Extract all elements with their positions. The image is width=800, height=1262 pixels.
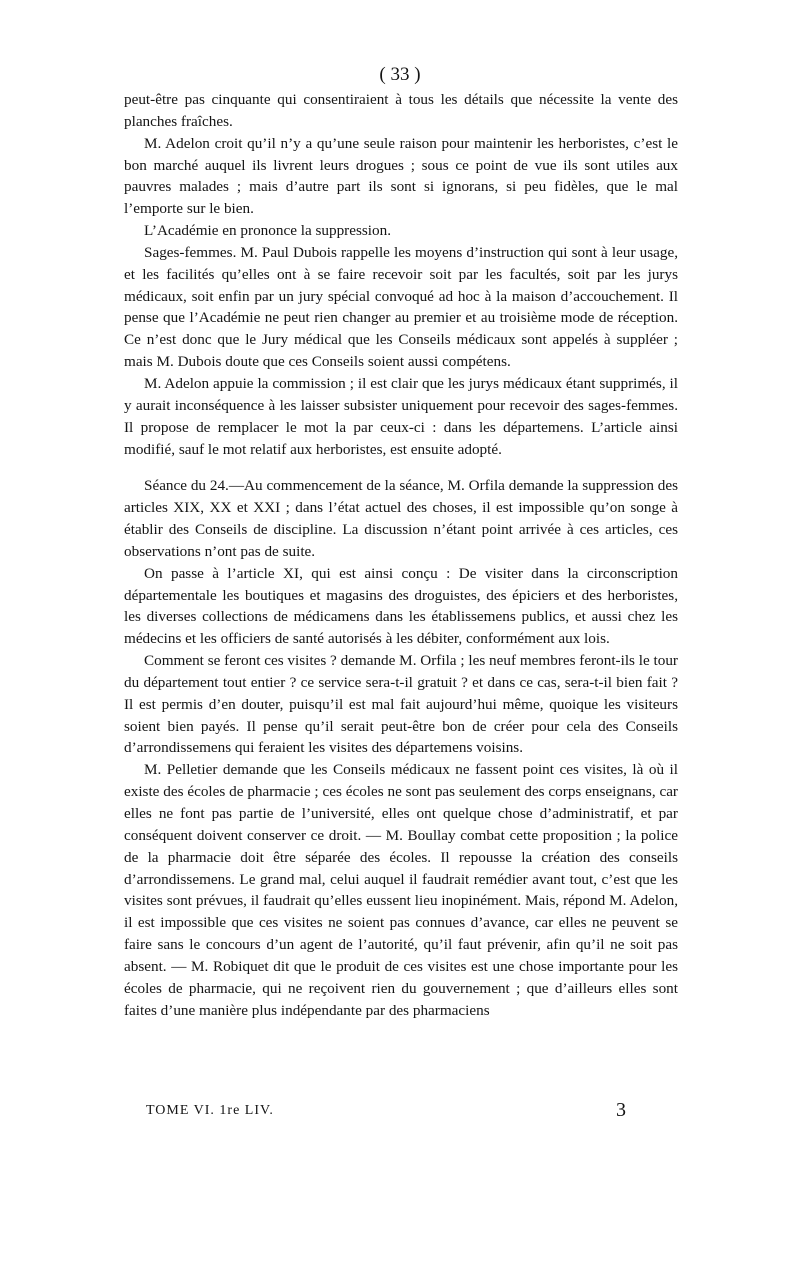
paragraph: M. Adelon croit qu’il n’y a qu’une seule raison pour maintenir les herboristes, c’est le bon marché auquel ils livrent leurs drogues ; sous ce point de vue ils sont utiles aux pauvres malades ; mais d’autre part ils sont si ignorans, si peu fidèles, que le mal l’emporte sur le bien. bbox=[124, 134, 678, 218]
gathering-number: 3 bbox=[616, 1099, 626, 1121]
body-text bbox=[124, 89, 678, 1021]
signature-mark: TOME VI. 1re LIV. bbox=[146, 1103, 274, 1118]
paragraph: L’Académie en prononce la suppression. bbox=[144, 222, 392, 240]
paragraph: On passe à l’article XI, qui est ainsi conçu : De visiter dans la circonscription départementale les boutiques et magasins des droguistes, des épiciers et des herboristes, les diverses collections de médicamens dans les établissemens publics, et aussi chez les médecins et les officiers de santé autorisés à les débiter, conformément aux lois. bbox=[124, 564, 678, 648]
paragraph: peut-être pas cinquante qui consentiraient à tous les détails que nécessite la vente des planches fraîches. bbox=[124, 91, 678, 130]
paragraph: M. Adelon appuie la commission ; il est clair que les jurys médicaux étant supprimés, il y aurait inconséquence à les laisser subsister uniquement pour recevoir des sages-femmes. Il propose de remplacer le mot la par ceux-ci : dans les départemens. L’article ainsi modifié, sauf le mot relatif aux herboristes, est ensuite adopté. bbox=[124, 374, 678, 458]
page-number: ( 33 ) bbox=[379, 64, 421, 85]
paragraph: Comment se feront ces visites ? demande M. Orfila ; les neuf membres feront-ils le tour du département tout entier ? ce service sera-t-il gratuit ? et dans ce cas, sera-t-il bien fait ? Il est permis d’en douter, puisqu’il est mal fait aujourd’hui même, quoique les visiteurs soient bien payés. Il pense qu’il serait peut-être bon de créer pour cela des Conseils d’arrondissemens qui feraient les visites des départemens voisins. bbox=[124, 652, 678, 757]
paragraph: Sages-femmes. M. Paul Dubois rappelle les moyens d’instruction qui sont à leur usage, et les facilités qu’elles ont à se faire recevoir soit par les facultés, soit par les jurys médicaux, soit enfin par un jury spécial convoqué ad hoc à la maison d’accouchement. Il pense que l’Académie ne peut rien changer au premier et au troisième mode de réception. Ce n’est donc que le Jury médical que les Conseils médicaux sont appelés à suppléer ; mais M. Dubois doute que ces Conseils soient aussi compétens. bbox=[124, 243, 678, 371]
paragraph: Séance du 24.—Au commencement de la séance, M. Orfila demande la suppression des articles XIX, XX et XXI ; dans l’état actuel des choses, il est impossible qu’on songe à établir des Conseils de discipline. La discussion n’étant point arrivée à ces articles, ces observations n’ont pas de suite. bbox=[124, 477, 678, 560]
paragraph: M. Pelletier demande que les Conseils médicaux ne fassent point ces visites, là où il existe des écoles de pharmacie ; ces écoles ne sont pas seulement des corps enseignans, car elles ne font pas partie de l’université, elles ont quelque chose d’administratif, et par conséquent doivent conserver ce droit. — M. Boullay combat cette proposition ; la police de la pharmacie doit être séparée des écoles. Il repousse la création des conseils d’arrondissemens. Le grand mal, celui auquel il faudrait remédier avant tout, c’est que les visites sont prévues, il faudrait qu’elles eussent lieu inopinément. Mais, répond M. Adelon, il est impossible que ces visites ne soient pas connues d’avance, car elles ne peuvent se faire sans le concours d’un agent de l’autorité, qu’il faut prévenir, afin qu’il ne soit pas absent. — M. Robiquet dit que le produit de ces visites est une chose importante pour les écoles de pharmacie, qui ne reçoivent rien du gouvernement ; que d’ailleurs elles sont faites d’une manière plus indépendante par des pharmaciens bbox=[124, 761, 678, 1019]
